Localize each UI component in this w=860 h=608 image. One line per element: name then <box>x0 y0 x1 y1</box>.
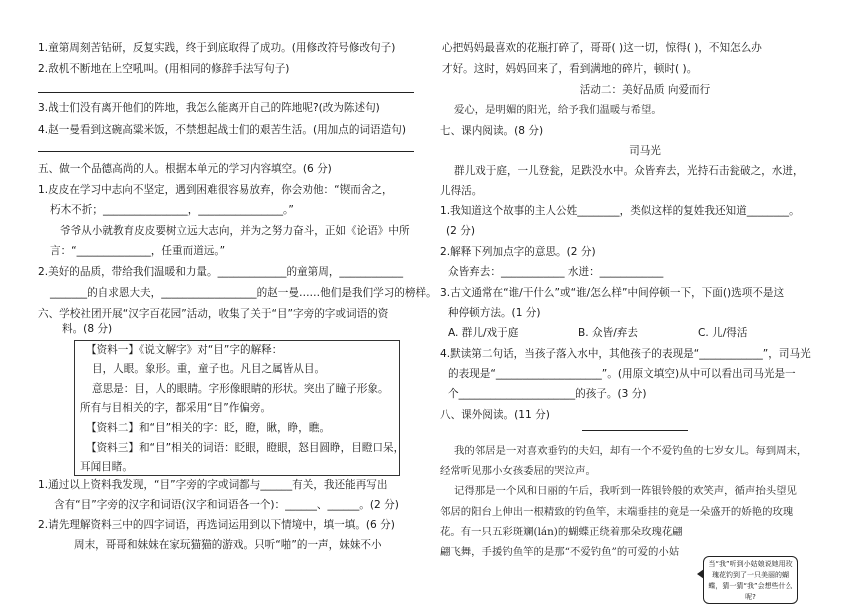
material-3-cont: 耳闻目睹。 <box>80 461 133 473</box>
s7-question-2-blanks: 众皆弃去：____________ 水迸：____________ <box>448 266 664 278</box>
passage-line-2: 儿得活。 <box>440 185 483 197</box>
s7-question-1: 1.我知道这个故事的主人公姓________，类似这样的复姓我还知道________。 <box>440 205 800 217</box>
section-5-heading: 五、做一个品德高尚的人。根据本单元的学习内容填空。(6 分) <box>38 163 332 175</box>
passage-line-1: 群儿戏于庭，一儿登瓮，足跌没水中。众皆弃去，光持石击瓮破之，水迸， <box>454 165 804 177</box>
option-a: A. 群儿/戏于庭 <box>448 327 519 339</box>
section-6-heading-cont: 料。(8 分) <box>62 323 113 335</box>
passage-title: 司马光 <box>629 145 661 157</box>
material-1-title: 【资料一】《说文解字》对“目”字的解释： <box>86 344 283 356</box>
essay-line-4: 邻居的阳台上伸出一根精致的钓鱼竿，末端垂挂的竟是一朵盛开的娇艳的玫瑰 <box>440 506 794 518</box>
activity-2-title: 活动二：美好品质 向爱而行 <box>579 84 711 96</box>
story-line-1: 心把妈妈最喜欢的花瓶打碎了，哥哥( )这一切，惊得( )，不知怎么办 <box>442 42 762 54</box>
option-b: B. 众皆/弃去 <box>578 327 638 339</box>
section-8-heading: 八、课外阅读。(11 分) <box>440 409 550 421</box>
material-1-note: 所有与目相关的字，都采用“目”作偏旁。 <box>80 402 272 414</box>
title-blank-line <box>582 430 688 431</box>
essay-line-6: 翩飞舞，手援钓鱼竿的是那“不爱钓鱼”的可爱的小姑 <box>440 546 680 558</box>
s6-item-1a: 1.通过以上资料我发现，“目”字旁的字或词都与______有关，我还能再写出 <box>38 479 388 491</box>
question-2: 2.敌机不断地在上空吼叫。(用相同的修辞手法写句子) <box>38 63 290 75</box>
answer-line <box>38 92 414 93</box>
s5-item-2a: 2.美好的品质，带给我们温暖和力量。_____________的童第周，____________ <box>38 266 403 278</box>
s5-item-1b: 朽木不折；________________，________________。” <box>50 204 294 216</box>
s6-item-2b: 周末，哥哥和妹妹在家玩猫猫的游戏。只听“啪”的一声，妹妹不小 <box>74 539 382 551</box>
s6-item-2a: 2.请先理解资料三中的四字词语，再选词运用到以下情境中，填一填。(6 分) <box>38 519 395 531</box>
s7-question-4-cont: 的表现是“____________________”。(用原文填空)从中可以看出司马光是一 <box>448 368 796 380</box>
s7-question-2: 2.解释下列加点字的意思。(2 分) <box>440 246 596 258</box>
material-3: 【资料三】和“目”相关的词语：眨眼，瞪眼，怒目圆睁，目瞪口呆， <box>86 442 405 454</box>
s5-item-1d: 言：“______________，任重而道远。” <box>50 245 226 257</box>
s5-item-1c: 爷爷从小就教育皮皮要树立远大志向，并为之努力奋斗，正如《论语》中所 <box>60 225 410 237</box>
material-2: 【资料二】和“目”相关的字：眨，瞪，瞅，睁，瞧。 <box>86 422 331 434</box>
essay-line-2: 经常听见那小女孩委屈的哭泣声。 <box>440 465 596 477</box>
section-7-heading: 七、课内阅读。(8 分) <box>440 125 544 137</box>
essay-line-1: 我的邻居是一对喜欢垂钓的夫妇，却有一个不爱钓鱼的七岁女儿。每到周末， <box>454 445 808 457</box>
hint-speech-bubble: 当“我”听到小姑娘说她用玫瑰花钓到了一只美丽的蝴蝶，猜一猜“我”会想些什么呢? <box>703 556 798 604</box>
question-3: 3.战士们没有离开他们的阵地，我怎么能离开自己的阵地呢?(改为陈述句) <box>38 102 380 114</box>
story-line-2: 才好。这时，妈妈回来了，看到满地的碎片，顿时( )。 <box>442 63 698 75</box>
s7-question-4: 4.默读第二句话，当孩子落入水中，其他孩子的表现是“____________”，司马光 <box>440 348 811 360</box>
s5-item-2b: _______的自求恩大夫，__________________的赵一曼……他们是我们学习的榜样。 <box>50 287 437 299</box>
material-1-meaning: 意思是：目，人的眼睛。字形像眼睛的形状。突出了瞳子形象。 <box>92 383 389 395</box>
s7-question-3: 3.古文通常在“谁/干什么”或“谁/怎么样”中间停顿一下，下面()选项不是这 <box>440 287 785 299</box>
answer-line <box>38 151 414 152</box>
essay-line-5: 花。有一只五彩斑斓(lán)的蝴蝶正绕着那朵玫瑰花翩 <box>440 526 683 538</box>
s7-question-4-end: 个______________________的孩子。(3 分) <box>448 388 647 400</box>
love-slogan: 爱心，是明媚的阳光，给予我们温暖与希望。 <box>454 104 662 116</box>
s5-item-1a: 1.皮皮在学习中志向不坚定，遇到困难很容易放弃，你会劝他：“锲而舍之， <box>38 184 393 196</box>
s7-question-3-cont: 种停顿方法。(1 分) <box>448 307 541 319</box>
question-4: 4.赵一曼看到这碗高粱米饭，不禁想起战士们的艰苦生活。(用加点的词语造句) <box>38 124 406 136</box>
essay-line-3: 记得那是一个风和日丽的午后，我听到一阵银铃般的欢笑声，循声抬头望见 <box>454 485 797 497</box>
section-6-heading: 六、学校社团开展“汉字百花园”活动，收集了关于“目”字旁的字或词语的资 <box>38 308 389 320</box>
material-1-text: 目，人眼。象形。重，童子也。凡目之属皆从目。 <box>92 363 326 375</box>
option-c: C. 儿/得活 <box>698 327 748 339</box>
s6-item-1b: 含有“目”字旁的汉字和词语(汉字和词语各一个)：______、______。(2 分) <box>54 499 399 511</box>
s7-question-1-score: (2 分) <box>446 225 475 237</box>
question-1: 1.童第周刻苦钻研，反复实践，终于到底取得了成功。(用修改符号修改句子) <box>38 42 396 54</box>
